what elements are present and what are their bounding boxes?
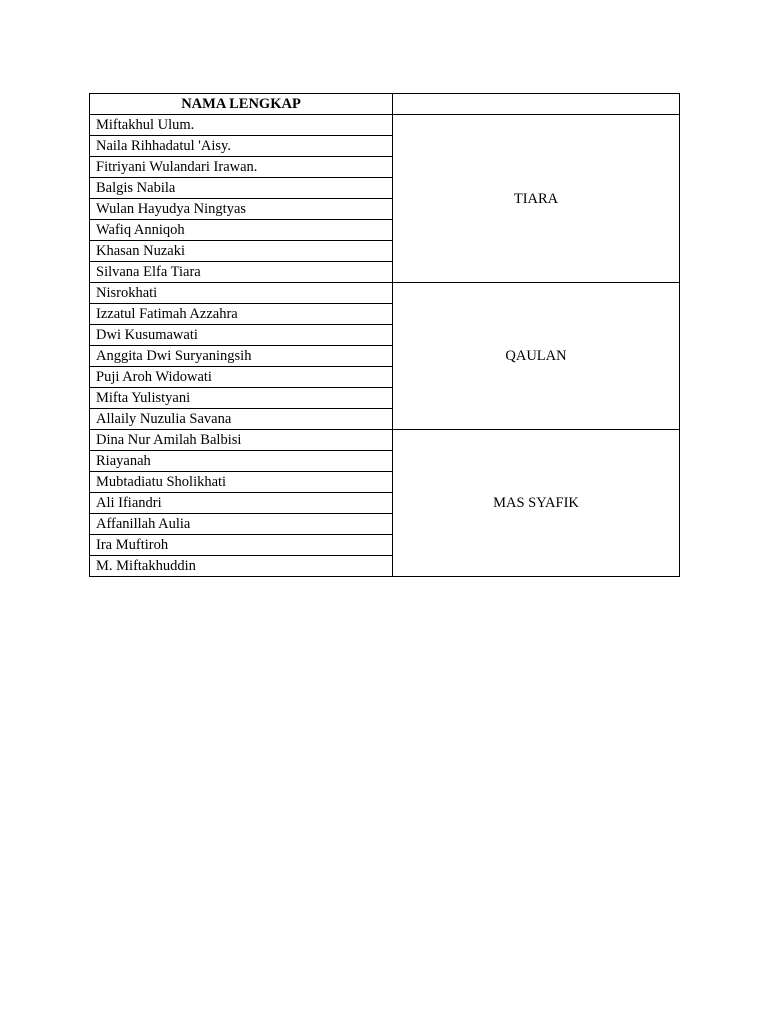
member-name-cell: Wulan Hayudya Ningtyas	[90, 199, 393, 220]
member-name-cell: M. Miftakhuddin	[90, 556, 393, 577]
header-row	[90, 94, 680, 115]
member-name-cell: Balgis Nabila	[90, 178, 393, 199]
group-leader-cell: TIARA	[393, 115, 680, 283]
member-name-cell: Izzatul Fatimah Azzahra	[90, 304, 393, 325]
member-name-cell: Silvana Elfa Tiara	[90, 262, 393, 283]
member-name-cell: Naila Rihhadatul 'Aisy.	[90, 136, 393, 157]
member-name-cell: Mubtadiatu Sholikhati	[90, 472, 393, 493]
member-name-cell: Nisrokhati	[90, 283, 393, 304]
table-body	[90, 115, 680, 577]
member-name-cell: Fitriyani Wulandari Irawan.	[90, 157, 393, 178]
member-name-cell: Mifta Yulistyani	[90, 388, 393, 409]
member-name-cell: Khasan Nuzaki	[90, 241, 393, 262]
member-name-cell: Riayanah	[90, 451, 393, 472]
table-header	[90, 94, 680, 115]
member-name-cell: Ira Muftiroh	[90, 535, 393, 556]
table-row	[90, 115, 680, 136]
member-name-cell: Affanillah Aulia	[90, 514, 393, 535]
table-row	[90, 430, 680, 451]
member-name-cell: Allaily Nuzulia Savana	[90, 409, 393, 430]
name-column-header: NAMA LENGKAP	[90, 94, 393, 115]
member-name-cell: Puji Aroh Widowati	[90, 367, 393, 388]
member-name-cell: Anggita Dwi Suryaningsih	[90, 346, 393, 367]
member-name-cell: Miftakhul Ulum.	[90, 115, 393, 136]
member-name-cell: Ali Ifiandri	[90, 493, 393, 514]
group-column-header	[393, 94, 680, 115]
member-name-cell: Dwi Kusumawati	[90, 325, 393, 346]
group-leader-cell: QAULAN	[393, 283, 680, 430]
table-row	[90, 283, 680, 304]
group-leader-cell: MAS SYAFIK	[393, 430, 680, 577]
member-name-cell: Dina Nur Amilah Balbisi	[90, 430, 393, 451]
member-name-cell: Wafiq Anniqoh	[90, 220, 393, 241]
group-table	[89, 93, 680, 577]
